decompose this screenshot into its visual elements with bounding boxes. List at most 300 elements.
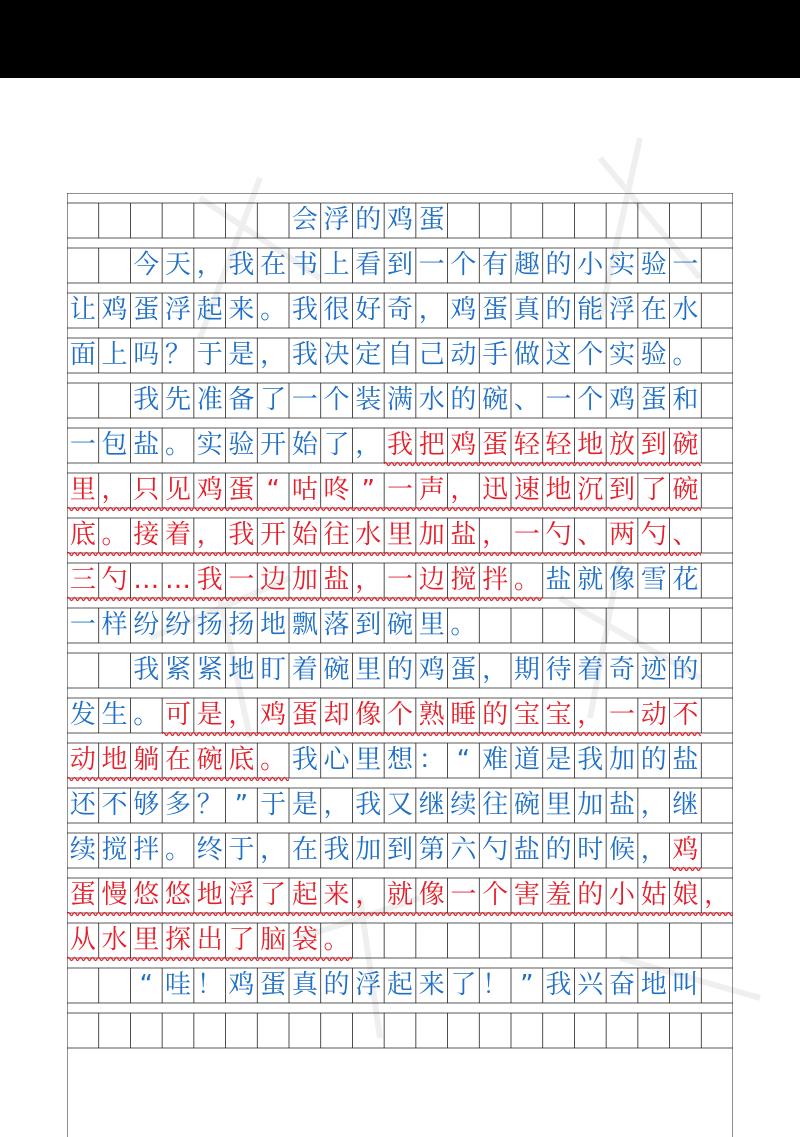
char-cell: 上 [101, 340, 128, 370]
char-cell: ？ [164, 340, 191, 370]
char-cell: ， [640, 790, 667, 820]
char-cell: 放 [608, 430, 635, 460]
char-cell: 个 [450, 250, 477, 280]
char-cell: 蛋 [418, 205, 445, 235]
char-cell: 盐 [608, 790, 635, 820]
char-cell: 开 [260, 520, 287, 550]
char-cell: 浮 [228, 880, 255, 910]
char-cell: 我 [196, 565, 223, 595]
char-cell: 续 [69, 835, 96, 865]
char-cell: 在 [291, 835, 318, 865]
char-cell: 往 [482, 790, 509, 820]
char-cell: 碗 [513, 790, 540, 820]
char-cell: 我 [545, 970, 572, 1000]
wavy-underline [67, 911, 733, 917]
char-cell: 样 [101, 610, 128, 640]
char-cell: 鸡 [672, 835, 699, 865]
char-cell: 一 [513, 520, 540, 550]
char-cell: 地 [196, 880, 223, 910]
char-cell: 咚 [323, 475, 350, 505]
char-cell: 实 [196, 430, 223, 460]
char-cell: 像 [355, 700, 382, 730]
char-cell: 了 [228, 925, 255, 955]
char-cell: 个 [577, 340, 604, 370]
char-cell: 紧 [164, 655, 191, 685]
char-cell: 动 [69, 745, 96, 775]
char-cell: 边 [418, 565, 445, 595]
char-cell: 我 [291, 340, 318, 370]
char-cell: 做 [513, 340, 540, 370]
char-cell: 书 [291, 250, 318, 280]
char-cell: 鸡 [260, 700, 287, 730]
char-cell: 纷 [164, 610, 191, 640]
char-cell: 盐 [672, 745, 699, 775]
char-cell: 是 [196, 700, 223, 730]
char-cell: 。 [101, 520, 128, 550]
char-cell: 我 [228, 250, 255, 280]
char-cell: 、 [513, 385, 540, 415]
wavy-underline [384, 461, 701, 467]
char-cell: “ [139, 970, 154, 1000]
char-cell: 实 [608, 250, 635, 280]
char-cell: 三 [69, 565, 96, 595]
char-cell: 碗 [386, 610, 413, 640]
char-cell: … [133, 565, 160, 595]
char-cell: ， [577, 700, 604, 730]
char-cell: ， [228, 700, 255, 730]
char-cell: 了 [260, 880, 287, 910]
char-cell: 鸡 [196, 475, 223, 505]
char-cell: 水 [418, 385, 445, 415]
char-cell: 盐 [450, 520, 477, 550]
char-cell: 碗 [672, 430, 699, 460]
char-cell: 盐 [323, 565, 350, 595]
char-cell: 里 [133, 925, 160, 955]
char-cell: 定 [355, 340, 382, 370]
char-cell: 到 [355, 610, 382, 640]
char-cell: 就 [386, 880, 413, 910]
char-cell: 动 [450, 340, 477, 370]
char-cell: 吗 [133, 340, 160, 370]
char-cell: 娘 [672, 880, 699, 910]
char-cell: 浮 [608, 295, 635, 325]
char-cell: 轻 [545, 430, 572, 460]
char-cell: 就 [577, 565, 604, 595]
char-cell: 是 [228, 340, 255, 370]
char-cell: 起 [196, 295, 223, 325]
char-cell: 了 [640, 475, 667, 505]
char-cell: 睡 [450, 700, 477, 730]
char-cell: 一 [672, 250, 699, 280]
char-cell: 盐 [545, 565, 572, 595]
char-cell: 。 [164, 430, 191, 460]
char-cell: 兴 [577, 970, 604, 1000]
char-cell: ！ [482, 970, 509, 1000]
char-cell: 了 [323, 430, 350, 460]
char-cell: 水 [101, 925, 128, 955]
char-cell: 有 [482, 250, 509, 280]
char-cell: 够 [133, 790, 160, 820]
char-cell: 两 [608, 520, 635, 550]
char-cell: 期 [513, 655, 540, 685]
char-cell: 验 [228, 430, 255, 460]
char-cell: 蛋 [450, 655, 477, 685]
char-cell: 于 [260, 790, 287, 820]
char-cell: 地 [545, 475, 572, 505]
char-cell: 面 [69, 340, 96, 370]
char-cell: 出 [196, 925, 223, 955]
char-cell: 勺 [101, 565, 128, 595]
wavy-underline [670, 866, 702, 872]
char-cell: 往 [323, 520, 350, 550]
char-cell: 慢 [101, 880, 128, 910]
char-cell: 小 [577, 250, 604, 280]
char-cell: 沉 [577, 475, 604, 505]
char-cell: 来 [228, 295, 255, 325]
char-cell: 里 [69, 475, 96, 505]
char-cell: 真 [291, 970, 318, 1000]
char-cell: 宝 [513, 700, 540, 730]
char-cell: 悠 [133, 880, 160, 910]
char-cell: 一 [608, 700, 635, 730]
char-cell: 可 [164, 700, 191, 730]
char-cell: 我 [133, 385, 160, 415]
char-cell: ， [323, 790, 350, 820]
wavy-underline [67, 506, 701, 512]
char-cell: 的 [545, 835, 572, 865]
char-cell: 一 [418, 250, 445, 280]
char-cell: 让 [69, 295, 96, 325]
char-cell: 落 [323, 610, 350, 640]
char-cell: 起 [386, 970, 413, 1000]
char-cell: 动 [640, 700, 667, 730]
char-cell: 一 [386, 475, 413, 505]
char-cell: 姑 [640, 880, 667, 910]
char-cell: 第 [418, 835, 445, 865]
top-black-bar [0, 0, 800, 78]
char-cell: 的 [577, 880, 604, 910]
char-cell: 水 [355, 520, 382, 550]
char-cell: 的 [482, 700, 509, 730]
char-cell: 。 [260, 295, 287, 325]
char-cell: 勺 [482, 835, 509, 865]
char-cell: 一 [69, 430, 96, 460]
char-cell: 探 [164, 925, 191, 955]
char-cell: 拌 [133, 835, 160, 865]
char-cell: 蛋 [482, 295, 509, 325]
char-cell: 又 [386, 790, 413, 820]
char-cell: 天 [164, 250, 191, 280]
char-cell: 真 [513, 295, 540, 325]
char-cell: 于 [196, 340, 223, 370]
char-cell: 生 [101, 700, 128, 730]
char-cell: 边 [260, 565, 287, 595]
char-cell: 时 [577, 835, 604, 865]
char-cell: 浮 [164, 295, 191, 325]
char-cell: 这 [545, 340, 572, 370]
char-cell: 像 [608, 565, 635, 595]
char-cell: ， [450, 475, 477, 505]
char-cell: 碗 [482, 385, 509, 415]
char-cell: 开 [260, 430, 287, 460]
char-cell: 地 [577, 430, 604, 460]
char-cell: 六 [450, 835, 477, 865]
char-cell: 的 [640, 745, 667, 775]
char-cell: 在 [164, 745, 191, 775]
char-cell: 袋 [291, 925, 318, 955]
char-cell: 奇 [386, 295, 413, 325]
char-cell: ， [196, 250, 223, 280]
char-cell: 到 [640, 430, 667, 460]
char-cell: 哇 [164, 970, 191, 1000]
char-cell: 、 [672, 520, 699, 550]
char-cell: 加 [291, 565, 318, 595]
char-cell: 咕 [291, 475, 318, 505]
char-cell: 却 [323, 700, 350, 730]
composition-text [67, 193, 733, 1137]
char-cell: 鸡 [608, 385, 635, 415]
char-cell: ！ [196, 970, 223, 1000]
char-cell: 羞 [545, 880, 572, 910]
char-cell: 宝 [545, 700, 572, 730]
char-cell: 鸡 [386, 205, 413, 235]
char-cell: 我 [355, 790, 382, 820]
char-cell: ， [704, 880, 731, 910]
char-cell: 鸡 [101, 295, 128, 325]
char-cell: 勺 [545, 520, 572, 550]
char-cell: 来 [418, 970, 445, 1000]
char-cell: 轻 [513, 430, 540, 460]
char-cell: ， [196, 520, 223, 550]
char-cell: ， [260, 340, 287, 370]
char-cell: 搅 [450, 565, 477, 595]
char-cell: 的 [450, 385, 477, 415]
char-cell: 一 [545, 385, 572, 415]
char-cell: 继 [418, 790, 445, 820]
char-cell: 底 [228, 745, 255, 775]
char-cell: 地 [228, 655, 255, 685]
char-cell: 碗 [323, 655, 350, 685]
char-cell: 拌 [482, 565, 509, 595]
char-cell: 是 [291, 790, 318, 820]
char-cell: 一 [450, 880, 477, 910]
char-cell: ， [640, 835, 667, 865]
char-cell: 。 [450, 610, 477, 640]
char-cell: 的 [386, 655, 413, 685]
char-cell: 地 [260, 610, 287, 640]
char-cell: 包 [101, 430, 128, 460]
char-cell: 很 [323, 295, 350, 325]
char-cell: ， [355, 565, 382, 595]
char-cell: 害 [513, 880, 540, 910]
char-cell: ？ [196, 790, 223, 820]
char-cell: 里 [355, 745, 382, 775]
char-cell: ， [482, 520, 509, 550]
char-cell: 的 [355, 205, 382, 235]
wavy-underline [162, 731, 701, 737]
char-cell: 想 [386, 745, 413, 775]
char-cell: 扬 [228, 610, 255, 640]
char-cell: 见 [164, 475, 191, 505]
char-cell: “ [266, 475, 280, 505]
char-cell: 道 [513, 745, 540, 775]
char-cell: 上 [323, 250, 350, 280]
char-cell: 一 [69, 610, 96, 640]
char-cell: 只 [133, 475, 160, 505]
char-cell: 一 [228, 565, 255, 595]
char-cell: 个 [577, 385, 604, 415]
wavy-underline [67, 776, 289, 782]
char-cell: 着 [577, 655, 604, 685]
char-cell: 我 [291, 745, 318, 775]
char-cell: 里 [545, 790, 572, 820]
char-cell: 我 [323, 835, 350, 865]
char-cell: 加 [608, 745, 635, 775]
char-cell: 、 [577, 520, 604, 550]
char-cell: 纷 [133, 610, 160, 640]
char-cell: 浮 [355, 970, 382, 1000]
char-cell: 碗 [196, 745, 223, 775]
char-cell: 决 [323, 340, 350, 370]
char-cell: 把 [418, 430, 445, 460]
char-cell: 。 [323, 925, 350, 955]
char-cell: 个 [482, 880, 509, 910]
wavy-underline [67, 551, 701, 557]
char-cell: 搅 [101, 835, 128, 865]
char-cell: 底 [69, 520, 96, 550]
char-cell: 扬 [196, 610, 223, 640]
char-cell: ， [101, 475, 128, 505]
char-cell: 多 [164, 790, 191, 820]
char-cell: 蛋 [640, 385, 667, 415]
char-cell: 勺 [640, 520, 667, 550]
char-cell: 花 [672, 565, 699, 595]
char-cell: ， [418, 295, 445, 325]
char-cell: 会 [291, 205, 318, 235]
char-cell: 蛋 [69, 880, 96, 910]
char-cell: 继 [672, 790, 699, 820]
char-cell: ， [482, 655, 509, 685]
char-cell: 到 [386, 250, 413, 280]
char-cell: 浮 [323, 205, 350, 235]
char-cell: 水 [672, 295, 699, 325]
char-cell: 我 [386, 430, 413, 460]
wavy-underline [67, 596, 543, 602]
char-cell: 手 [482, 340, 509, 370]
char-cell: 今 [133, 250, 160, 280]
char-cell: 迅 [482, 475, 509, 505]
char-cell: 到 [608, 475, 635, 505]
char-cell: 蛋 [482, 430, 509, 460]
char-cell: ， [355, 430, 382, 460]
char-cell: 。 [133, 700, 160, 730]
char-cell: 好 [355, 295, 382, 325]
char-cell: 里 [418, 610, 445, 640]
char-cell: 蛋 [228, 475, 255, 505]
char-cell: 小 [608, 880, 635, 910]
char-cell: 鸡 [228, 970, 255, 1000]
char-cell: 飘 [291, 610, 318, 640]
char-cell: 在 [640, 295, 667, 325]
char-cell: 鸡 [418, 655, 445, 685]
char-cell: 。 [164, 835, 191, 865]
char-cell: 续 [450, 790, 477, 820]
char-cell: 我 [577, 745, 604, 775]
char-cell: 先 [164, 385, 191, 415]
char-cell: ” [520, 970, 534, 1000]
char-cell: 个 [323, 385, 350, 415]
char-cell: 的 [672, 655, 699, 685]
char-cell: 终 [196, 835, 223, 865]
char-cell: 迹 [640, 655, 667, 685]
char-cell: 不 [101, 790, 128, 820]
char-cell: 能 [577, 295, 604, 325]
char-cell: 的 [545, 295, 572, 325]
char-cell: 己 [418, 340, 445, 370]
char-cell: 加 [418, 520, 445, 550]
char-cell: 蛋 [260, 970, 287, 1000]
char-cell: 地 [101, 745, 128, 775]
char-cell: 不 [672, 700, 699, 730]
char-cell: 碗 [672, 475, 699, 505]
char-cell: 蛋 [133, 295, 160, 325]
char-cell: 雪 [640, 565, 667, 595]
wavy-underline [67, 956, 352, 962]
char-cell: 的 [323, 970, 350, 1000]
char-cell: 里 [355, 655, 382, 685]
writing-paper [67, 193, 733, 1137]
char-cell: 了 [260, 385, 287, 415]
char-cell: 满 [386, 385, 413, 415]
char-cell: 躺 [133, 745, 160, 775]
char-cell: 盯 [260, 655, 287, 685]
char-cell: 是 [545, 745, 572, 775]
char-cell: 心 [323, 745, 350, 775]
char-cell: 着 [164, 520, 191, 550]
char-cell: 准 [196, 385, 223, 415]
char-cell: 速 [513, 475, 540, 505]
char-cell: 熟 [418, 700, 445, 730]
char-cell: 看 [355, 250, 382, 280]
char-cell: 起 [291, 880, 318, 910]
char-cell: 。 [260, 745, 287, 775]
char-cell: 脑 [260, 925, 287, 955]
char-cell: 里 [386, 520, 413, 550]
char-cell: 趣 [513, 250, 540, 280]
char-cell: “ [456, 745, 471, 775]
char-cell: 装 [355, 385, 382, 415]
char-cell: 难 [482, 745, 509, 775]
char-cell: 声 [418, 475, 445, 505]
char-cell: 我 [133, 655, 160, 685]
char-cell: 自 [386, 340, 413, 370]
char-cell: 从 [69, 925, 96, 955]
char-cell: 还 [69, 790, 96, 820]
char-cell: 待 [545, 655, 572, 685]
char-cell: … [164, 565, 191, 595]
char-cell: ” [234, 790, 249, 820]
char-cell: 。 [672, 340, 699, 370]
char-cell: 到 [386, 835, 413, 865]
char-cell: ” [361, 475, 376, 505]
char-cell: 候 [608, 835, 635, 865]
char-cell: 地 [640, 970, 667, 1000]
char-cell: 。 [513, 565, 540, 595]
char-cell: 始 [291, 430, 318, 460]
char-cell: 加 [355, 835, 382, 865]
char-cell: 奇 [608, 655, 635, 685]
char-cell: 一 [291, 385, 318, 415]
